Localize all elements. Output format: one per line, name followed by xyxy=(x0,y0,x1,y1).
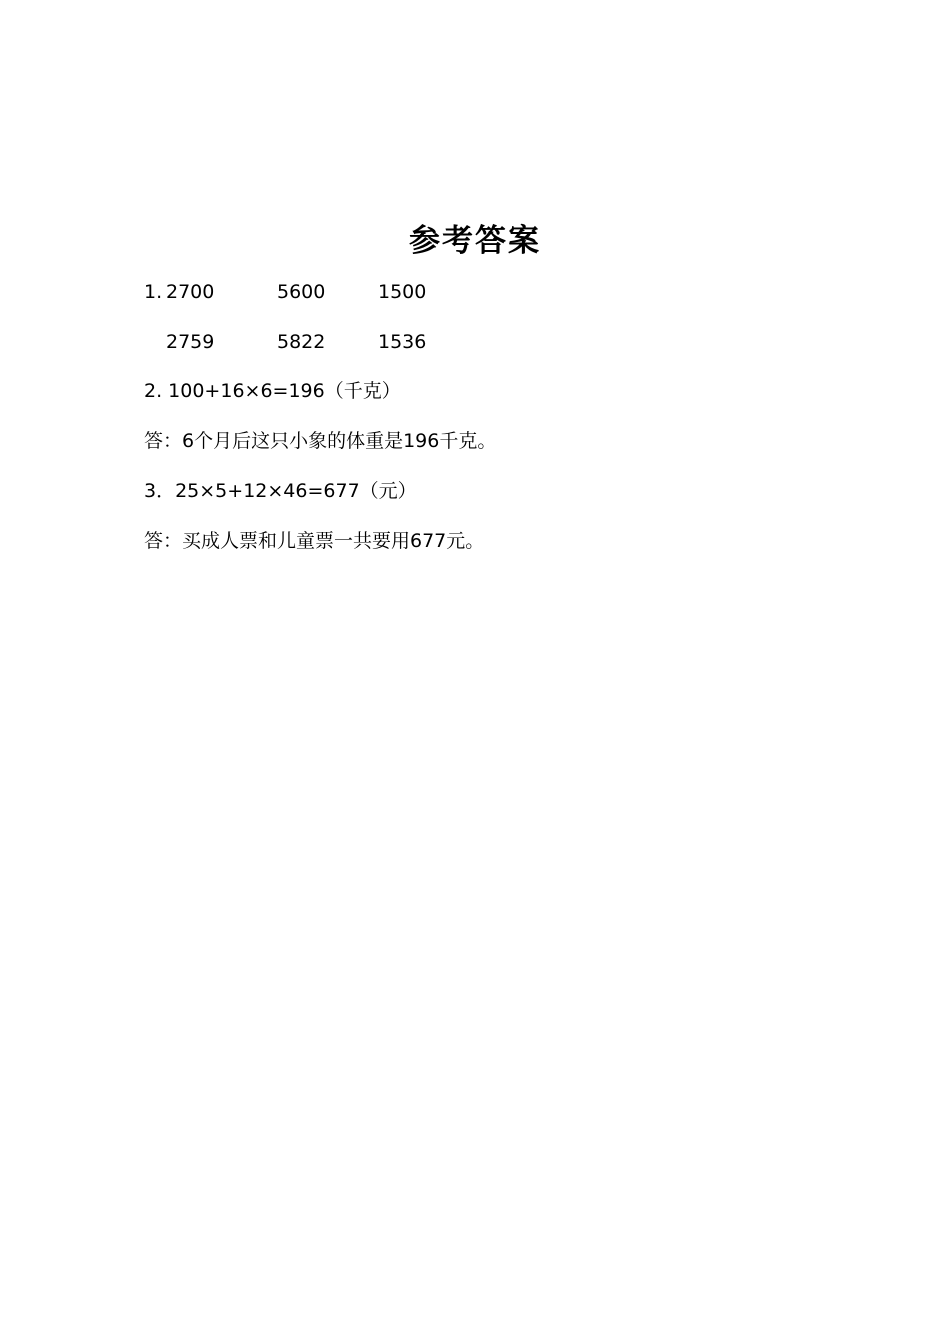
q1-row1-value: 2700 xyxy=(166,281,215,303)
page-title: 参考答案 xyxy=(409,223,541,259)
q1-row2-value: 5822 xyxy=(277,331,326,353)
q2-equation: 2. 100+16×6=196（千克） xyxy=(144,380,401,402)
q1-label: 1. xyxy=(144,281,163,303)
q3-answer: 答：买成人票和儿童票一共要用677元。 xyxy=(144,530,485,552)
q1-row2-value: 2759 xyxy=(166,331,215,353)
q1-row2-value: 1536 xyxy=(378,331,427,353)
q3-equation: 3．25×5+12×46=677（元） xyxy=(144,480,417,502)
q1-row1-value: 1500 xyxy=(378,281,427,303)
q1-row1-value: 5600 xyxy=(277,281,326,303)
q2-answer: 答：6个月后这只小象的体重是196千克。 xyxy=(144,430,497,452)
